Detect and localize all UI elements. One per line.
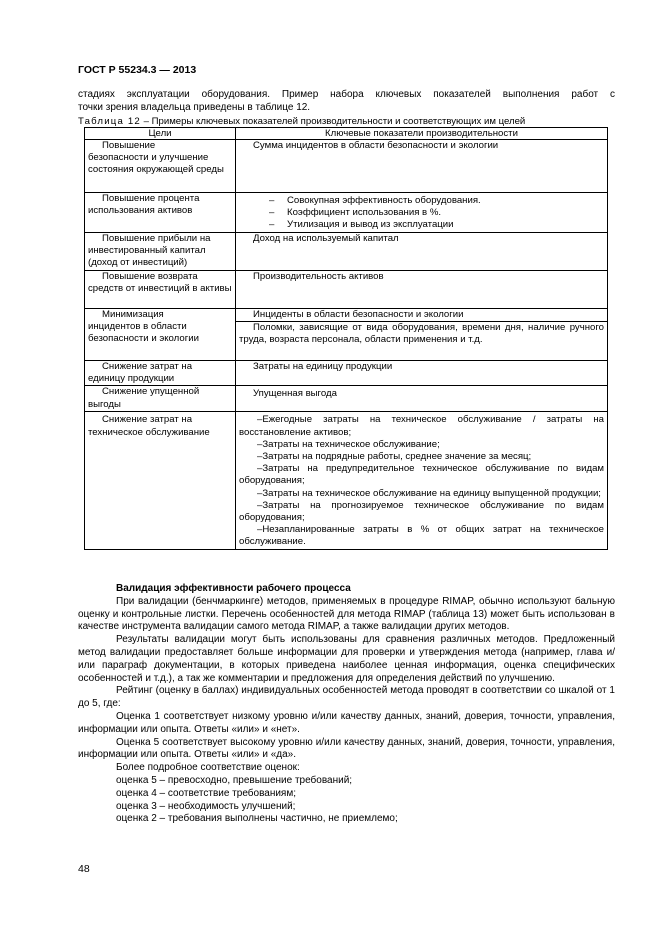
table-header-row	[85, 128, 608, 140]
table-caption-text: Примеры ключевых показателей производительности и соответствующих им целей	[151, 116, 526, 127]
column-header-goals: Цели	[85, 128, 236, 140]
indicator-item: Упущенная выгода	[253, 388, 337, 400]
goal-first-line: Повышение	[102, 140, 156, 151]
indicators-cell	[236, 412, 608, 549]
paragraph: Рейтинг (оценку в баллах) индивидуальных особенностей метода проводят в соответствии со шкалой от 1 до 5, где:	[78, 685, 615, 710]
indicator-item: Сумма инцидентов в области безопасности и экологии	[253, 140, 499, 151]
goal-cell	[85, 271, 236, 309]
scale-item: оценка 3 – необходимость улучшений;	[116, 800, 296, 812]
indicator-item: Поломки, зависящие от вида оборудования, времени дня, наличие ручного труда, возраста персонала, области применения и т.д.	[236, 321, 607, 346]
goal-rest: использования активов	[88, 205, 193, 217]
goal-rest: выгоды	[88, 398, 121, 410]
paragraph: Более подробное соответствие оценок:	[116, 762, 300, 774]
goal-cell	[85, 412, 236, 549]
indicator-item: –Ежегодные затраты на техническое обслуживание / затраты на восстановление активов;	[239, 414, 604, 438]
paragraph: Оценка 5 соответствует высокому уровню и/или качеству данных, знаний, доверия, точности, управления, информации или опыта. Ответы «или» и «да».	[78, 736, 615, 761]
table-caption-sep: –	[140, 116, 152, 127]
goal-rest: инцидентов в области безопасности и экологии	[88, 321, 199, 345]
indicator-item: –Затраты на подрядные работы, среднее значение за месяц;	[257, 451, 532, 463]
scale-item: оценка 5 – превосходно, превышение требований;	[116, 774, 353, 786]
goal-rest: инвестированный капитал (доход от инвестиций)	[88, 245, 206, 269]
intro-line-2: точки зрения владельца приведены в таблице 12.	[78, 101, 311, 113]
goal-cell	[85, 233, 236, 271]
table-row	[85, 412, 608, 549]
table-caption	[78, 116, 525, 127]
body-text	[78, 583, 615, 826]
intro-text	[78, 89, 615, 115]
paragraph: Оценка 1 соответствует низкому уровню и/или качеству данных, знаний, доверия, точности, управления, информации или опыта. Ответы «или» и «нет».	[78, 710, 615, 735]
indicator-item: – Коэффициент использования в %.	[239, 207, 604, 219]
goal-rest: безопасности и улучшение состояния окружающей среды	[88, 152, 224, 176]
indicator-item: – Совокупная эффективность оборудования.	[239, 195, 604, 207]
indicator-item: –Затраты на техническое обслуживание на единицу выпущенной продукции;	[257, 487, 601, 499]
kpi-table	[84, 127, 608, 550]
goal-rest: техническое обслуживание	[88, 426, 210, 438]
goal-cell	[85, 309, 236, 361]
intro-line-1: стадиях эксплуатации оборудования. Пример набора ключевых показателей выполнения работ с	[78, 89, 615, 100]
document-header: ГОСТ Р 55234.3 — 2013	[78, 64, 197, 76]
indicator-item: –Затраты на прогнозируемое техническое обслуживание по видам оборудования;	[239, 499, 604, 524]
goal-cell	[85, 140, 236, 193]
indicators-cell	[236, 233, 608, 271]
table-row	[85, 386, 608, 412]
section-title: Валидация эффективности рабочего процесса	[116, 583, 351, 594]
indicators-cell	[236, 140, 608, 193]
indicators-cell	[236, 271, 608, 309]
goal-cell	[85, 361, 236, 386]
goal-first-line: Минимизация	[102, 309, 164, 320]
goal-first-line: Повышение прибыли на	[102, 233, 211, 244]
goal-first-line: Повышение возврата	[102, 271, 198, 282]
goal-cell	[85, 193, 236, 233]
goal-rest: средств от инвестиций в активы	[88, 283, 232, 295]
scale-item: оценка 4 – соответствие требованиям;	[116, 787, 297, 799]
table-row	[85, 193, 608, 233]
table-row	[85, 309, 608, 361]
indicator-item: Затраты на единицу продукции	[253, 361, 393, 372]
table-row	[85, 361, 608, 386]
indicators-cell	[236, 309, 608, 361]
table-row	[85, 271, 608, 309]
indicator-item: Доход на используемый капитал	[253, 233, 399, 244]
column-header-indicators: Ключевые показатели производительности	[236, 128, 608, 140]
indicators-cell	[236, 193, 608, 233]
paragraph: Результаты валидации могут быть использованы для сравнения различных методов. Предложенный метод валидации предоставляет больше информации для проверки и утверждения метода (например, глава и/или параграф документации, в которых приведена наиболее ценная информация, оценка специфических особенностей и т.д.), а так же комментарии и предложения для определения действий по улучшению.	[78, 634, 615, 684]
indicator-item: –Затраты на техническое обслуживание;	[257, 438, 440, 450]
goal-first-line: Снижение затрат на	[102, 361, 193, 372]
indicator-item: Производительность активов	[253, 271, 384, 282]
table-row	[85, 140, 608, 193]
page-number: 48	[78, 863, 90, 875]
scale-item: оценка 2 – требования выполнены частично, не приемлемо;	[116, 813, 398, 825]
indicator-item: – Утилизация и вывод из эксплуатации	[239, 219, 604, 231]
table-row	[85, 233, 608, 271]
indicator-item: –Затраты на предупредительное техническое обслуживание по видам оборудования;	[239, 463, 604, 487]
indicator-item: Инциденты в области безопасности и экологии	[253, 309, 464, 320]
indicator-item: –Незапланированные затраты в % от общих затрат на техническое обслуживание.	[239, 524, 604, 548]
goal-first-line: Снижение затрат на	[102, 414, 193, 426]
paragraph: При валидации (бенчмаркинге) методов, применяемых в процедуре RIMAP, обычно используют бальную оценку и контрольные листки. Перечень особенностей для метода RIMAP (таблица 13) может быть использован в качестве инструмента валидации самого метода RIMAP, а также валидации других методов.	[78, 595, 615, 633]
goal-first-line: Снижение упущенной	[102, 386, 200, 398]
indicators-cell	[236, 361, 608, 386]
goal-first-line: Повышение процента	[102, 193, 200, 204]
indicators-cell	[236, 386, 608, 412]
goal-rest: единицу продукции	[88, 373, 175, 385]
goal-cell	[85, 386, 236, 412]
table-caption-label: Таблица 12	[78, 116, 141, 127]
